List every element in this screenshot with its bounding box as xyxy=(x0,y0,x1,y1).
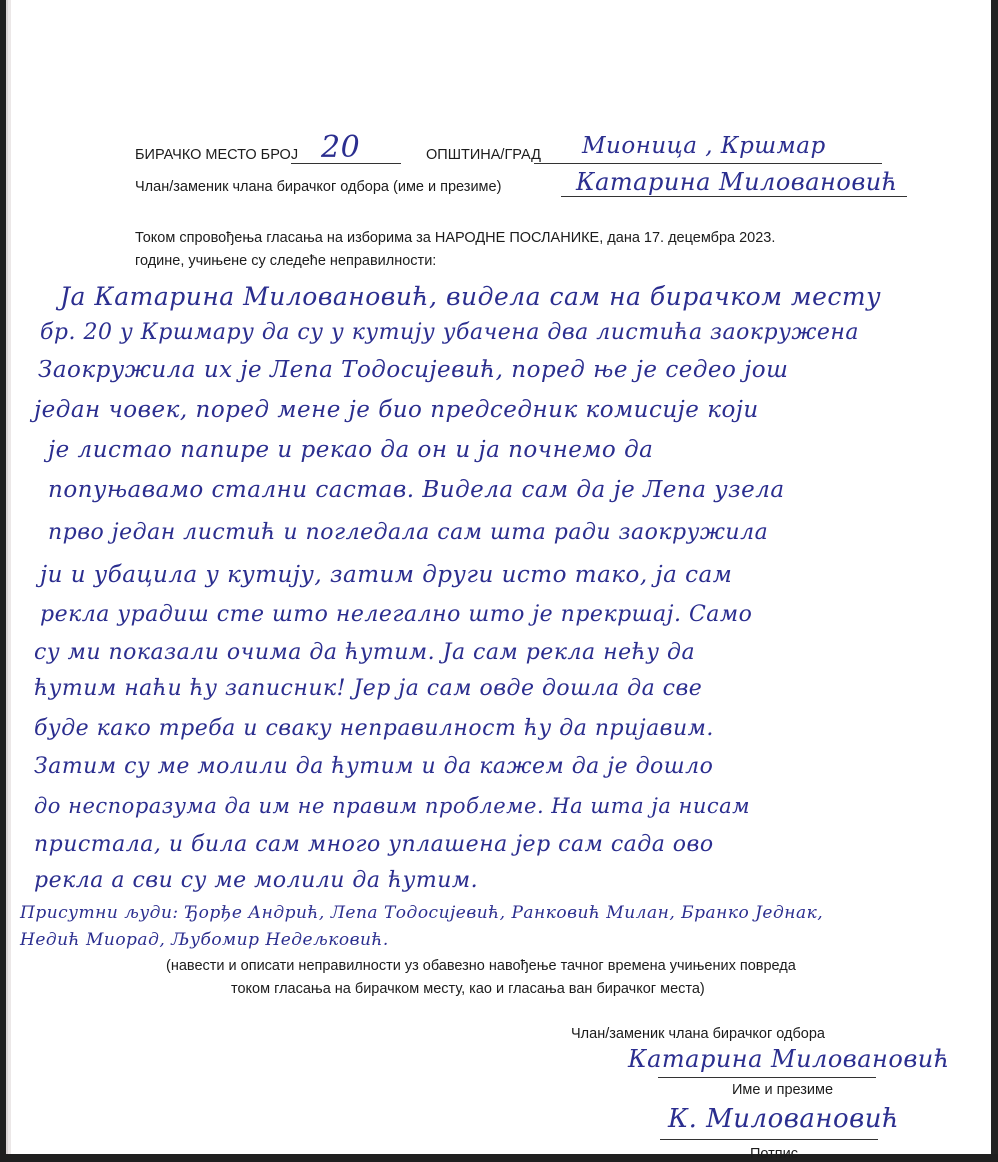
municipality-value: Мионица , Кршмар xyxy=(582,133,826,159)
signature-block-title: Члан/заменик члана бирачког одбора xyxy=(571,1026,825,1042)
witnesses-line-2: Недић Миорад, Љубомир Недељковић. xyxy=(20,930,389,950)
polling-station-label: БИРАЧКО МЕСТО БРОЈ xyxy=(135,147,299,163)
municipality-underline xyxy=(534,163,882,164)
name-underline xyxy=(658,1077,876,1078)
witnesses-line-1: Присутни људи: Ђорђе Андрић, Лепа Тодосијевић, Ранковић Милан, Бранко Једнак, xyxy=(20,903,824,923)
statement-line: Заокружила их је Лепа Тодосијевић, поред ње је седео још xyxy=(38,357,789,383)
signature-label: Потпис xyxy=(750,1146,799,1162)
statement-line: ћутим наћи ћу записник! Јер ја сам овде дошла да све xyxy=(34,676,703,701)
municipality-label: ОПШТИНА/ГРАД xyxy=(426,147,541,163)
member-label: Члан/заменик члана бирачког одбора (име и презиме) xyxy=(135,179,502,195)
signer-name-value: Катарина Миловановић xyxy=(628,1045,950,1073)
statement-line: рекла а сви су ме молили да ћутим. xyxy=(34,868,479,893)
polling-station-number: 20 xyxy=(321,130,361,165)
scan-edge xyxy=(991,0,998,1154)
statement-line: Ја Катарина Миловановић, видела сам на бирачком месту xyxy=(60,282,882,311)
statement-line: је листао папире и рекао да он и ја почнемо да xyxy=(48,437,654,463)
signature-value: К. Миловановић xyxy=(668,1104,900,1134)
statement-line: Затим су ме молили да ћутим и да кажем да је дошло xyxy=(34,754,714,779)
member-underline xyxy=(561,196,907,197)
statement-line: пристала, и била сам много уплашена јер сам сада ово xyxy=(34,832,714,857)
statement-line: ји и убацила у кутију, затим други исто тако, ја сам xyxy=(40,562,733,588)
statement-line: попуњавамо стални састав. Видела сам да је Лепа узела xyxy=(48,477,785,503)
statement-line: један човек, поред мене је био председник комисије који xyxy=(34,397,759,423)
statement-line: прво један листић и погледала сам шта ради заокружила xyxy=(48,520,769,545)
statement-line: буде како треба и сваку неправилност ћу да пријавим. xyxy=(34,716,714,741)
instructions-line-2: током гласања на бирачком месту, као и гласања ван бирачког места) xyxy=(231,981,705,997)
statement-line: бр. 20 у Кршмару да су у кутију убачена два листића заокружена xyxy=(40,320,860,345)
statement-line: до неспоразума да им не правим проблеме. На шта ја нисам xyxy=(34,794,751,818)
member-value: Катарина Миловановић xyxy=(576,168,898,196)
signature-underline xyxy=(660,1139,878,1140)
document-page xyxy=(6,0,993,1162)
instructions-line-1: (навести и описати неправилности уз обавезно навођење тачног времена учињених повреда xyxy=(166,958,796,974)
intro-line-1: Током спровођења гласања на изборима за НАРОДНЕ ПОСЛАНИКЕ, дана 17. децембра 2023. xyxy=(135,230,776,246)
intro-line-2: године, учињене су следеће неправилности: xyxy=(135,253,437,269)
name-label: Име и презиме xyxy=(732,1082,834,1098)
statement-line: су ми показали очима да ћутим. Ја сам рекла нећу да xyxy=(34,640,696,665)
statement-line: рекла урадиш сте што нелегално што је прекршај. Само xyxy=(40,602,753,627)
